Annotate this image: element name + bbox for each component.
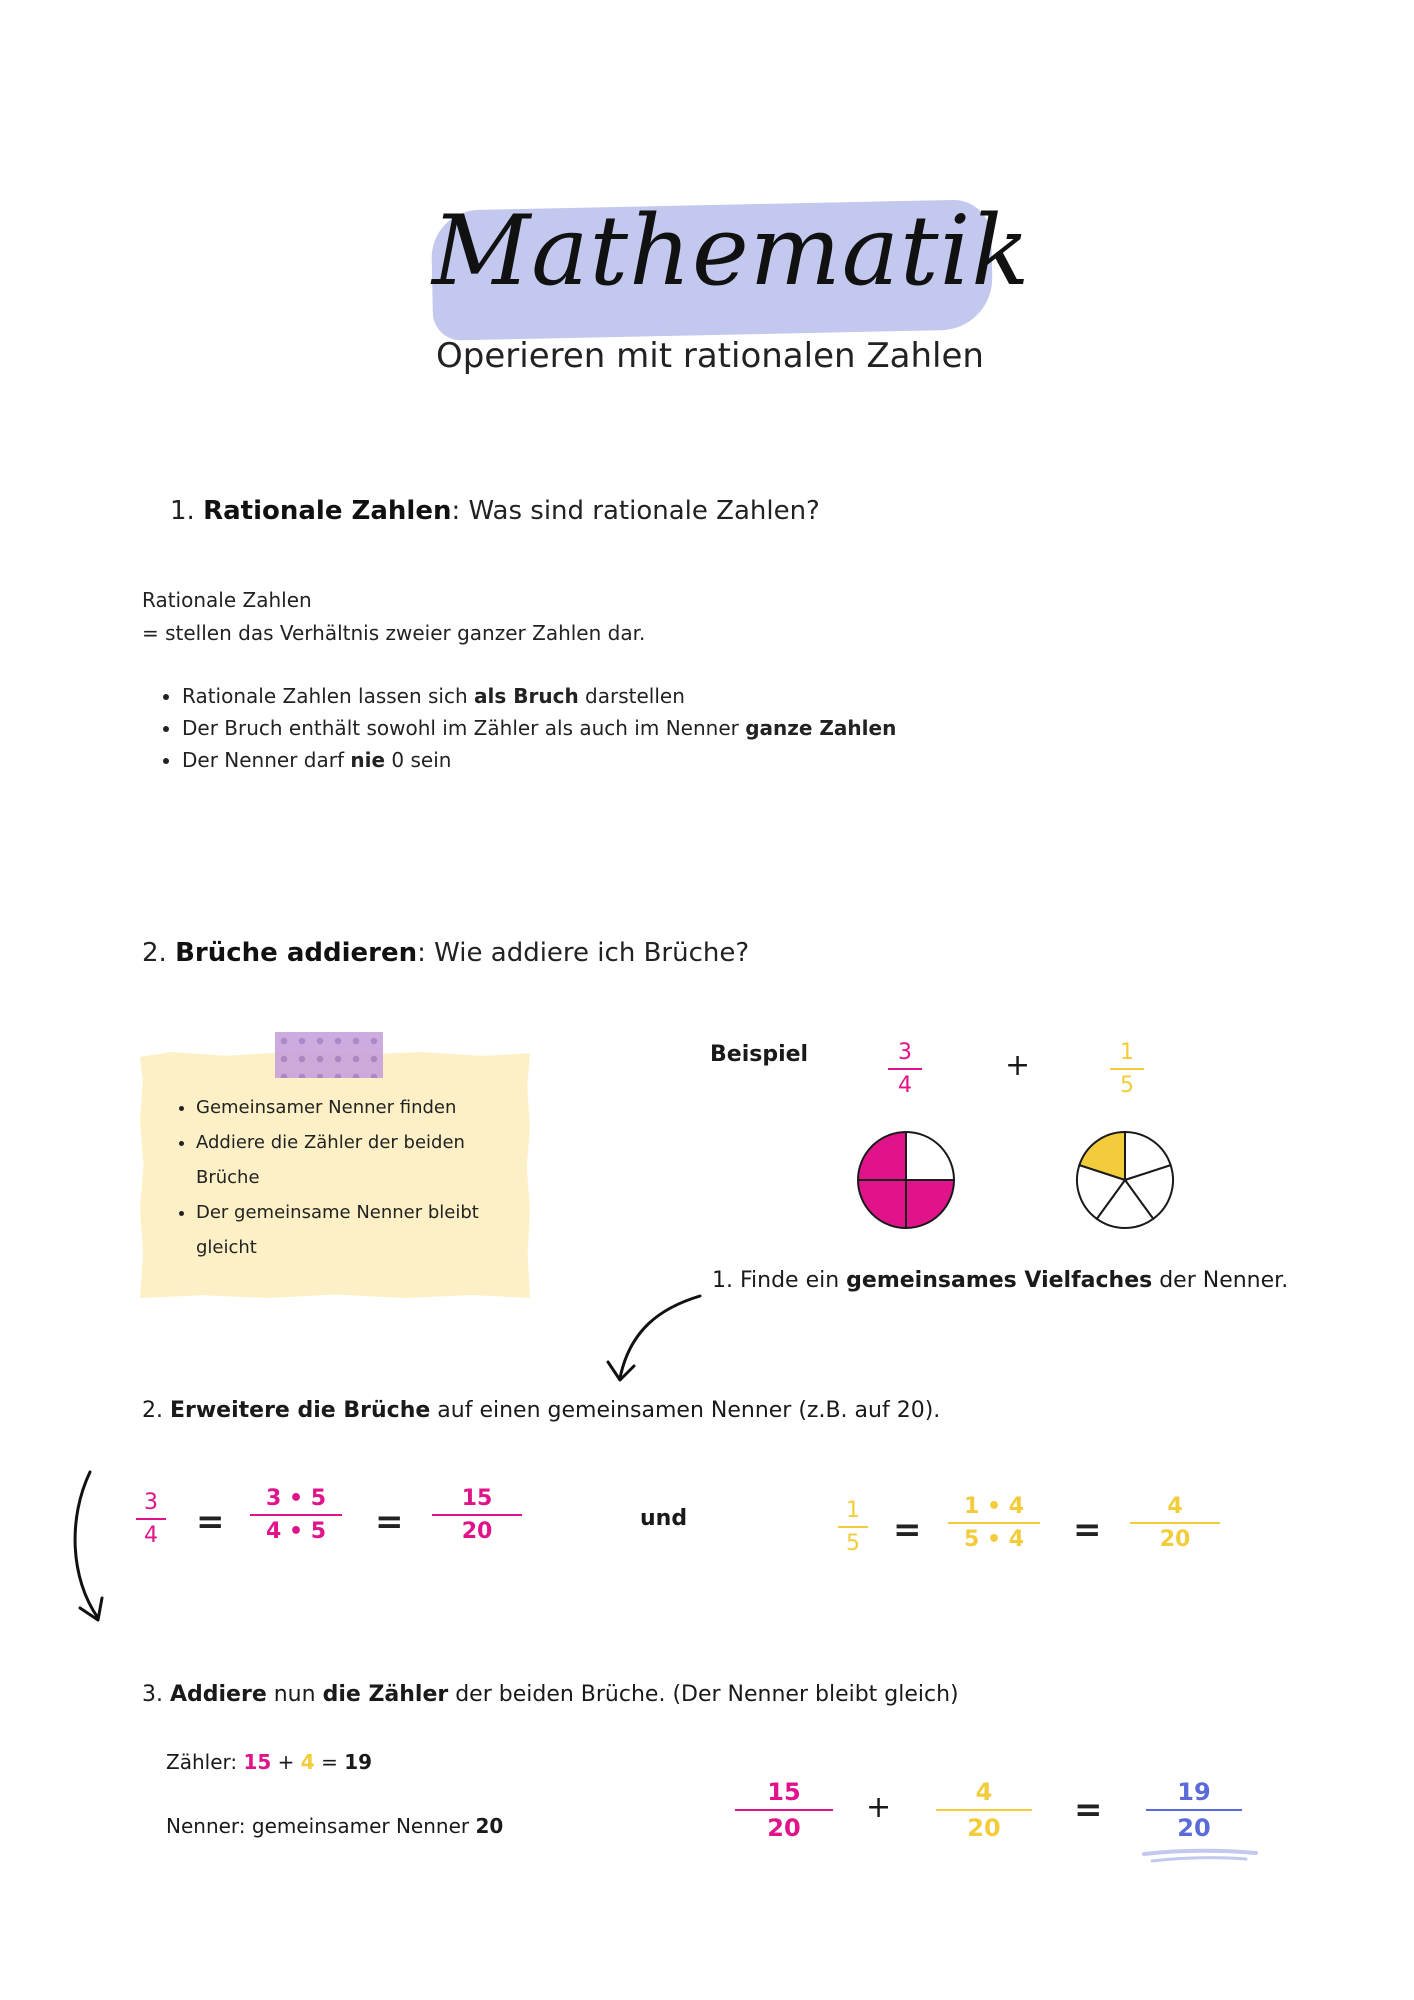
definition-text: = stellen das Verhältnis zweier ganzer Zahlen dar. xyxy=(142,621,646,645)
expand1-mid-fraction: 3 • 5 4 • 5 xyxy=(250,1486,342,1544)
pie-quarters xyxy=(854,1128,958,1232)
section2-heading xyxy=(142,938,749,968)
page-title: Mathematik xyxy=(432,195,1031,307)
expand2-result-fraction: 4 20 xyxy=(1130,1494,1220,1552)
example-fraction-3-4: 3 4 xyxy=(888,1040,922,1098)
step1-text: 1. Finde ein gemeinsames Vielfaches der Nenner. xyxy=(712,1268,1289,1293)
section1-heading xyxy=(170,496,820,526)
section2-title-rest: : Wie addiere ich Brüche? xyxy=(417,938,750,968)
section1-number: 1. xyxy=(170,496,195,526)
result-underline-scribble xyxy=(1140,1846,1260,1868)
expand1-eq2: = xyxy=(375,1502,404,1542)
tape-decoration xyxy=(275,1032,383,1078)
page-subtitle: Operieren mit rationalen Zahlen xyxy=(436,336,984,376)
example-fraction-1-5: 1 5 xyxy=(1110,1040,1144,1098)
pie-quarter-slice xyxy=(906,1180,954,1228)
sum-fraction-b: 4 20 xyxy=(936,1778,1032,1842)
list-item: • Der Bruch enthält sowohl im Zähler als auch im Nenner ganze Zahlen xyxy=(182,712,1042,744)
pie-quarter-slice xyxy=(858,1132,906,1180)
definition xyxy=(142,584,645,650)
list-item: • Rationale Zahlen lassen sich als Bruch darstellen xyxy=(182,680,1042,712)
list-item: • Der Nenner darf nie 0 sein xyxy=(182,744,1042,776)
section1-title-bold: Rationale Zahlen xyxy=(203,496,452,526)
expand2-eq1: = xyxy=(893,1510,922,1550)
expand2-fraction: 1 5 xyxy=(838,1498,868,1556)
pie-quarter-slice xyxy=(906,1132,954,1180)
expand2-eq2: = xyxy=(1073,1510,1102,1550)
sum-result-fraction: 19 20 xyxy=(1146,1778,1242,1842)
example-plus: + xyxy=(1005,1048,1031,1083)
section1-title-rest: : Was sind rationale Zahlen? xyxy=(451,496,820,526)
note-list xyxy=(160,1090,500,1265)
curved-arrow-down-icon xyxy=(60,1468,120,1628)
curved-arrow-icon xyxy=(600,1290,710,1390)
step3-text: 3. Addiere nun die Zähler der beiden Brüche. (Der Nenner bleibt gleich) xyxy=(142,1682,959,1707)
expand1-fraction: 3 4 xyxy=(136,1490,166,1548)
definition-term: Rationale Zahlen xyxy=(142,588,312,612)
sum-plus: + xyxy=(866,1790,892,1825)
section1-bullets xyxy=(142,680,1042,776)
list-item: • Gemeinsamer Nenner finden xyxy=(196,1090,500,1125)
expand1-result-fraction: 15 20 xyxy=(432,1486,522,1544)
step2-text: 2. Erweitere die Brüche auf einen gemeinsamen Nenner (z.B. auf 20). xyxy=(142,1398,941,1423)
sum-fraction-a: 15 20 xyxy=(735,1778,833,1842)
zaehler-line: Zähler: 15 + 4 = 19 xyxy=(166,1750,373,1774)
section2-number: 2. xyxy=(142,938,167,968)
expand2-mid-fraction: 1 • 4 5 • 4 xyxy=(948,1494,1040,1552)
sum-eq: = xyxy=(1074,1790,1103,1830)
und-label: und xyxy=(640,1506,688,1531)
nenner-line: Nenner: gemeinsamer Nenner 20 xyxy=(166,1814,504,1838)
list-item: • Addiere die Zähler der beiden Brüche xyxy=(196,1125,500,1195)
list-item: • Der gemeinsame Nenner bleibt gleicht xyxy=(196,1195,500,1265)
example-label: Beispiel xyxy=(710,1042,809,1067)
pie-fifths xyxy=(1073,1128,1177,1232)
pie-quarter-slice xyxy=(858,1180,906,1228)
section2-title-bold: Brüche addieren xyxy=(175,938,418,968)
expand1-eq1: = xyxy=(196,1502,225,1542)
